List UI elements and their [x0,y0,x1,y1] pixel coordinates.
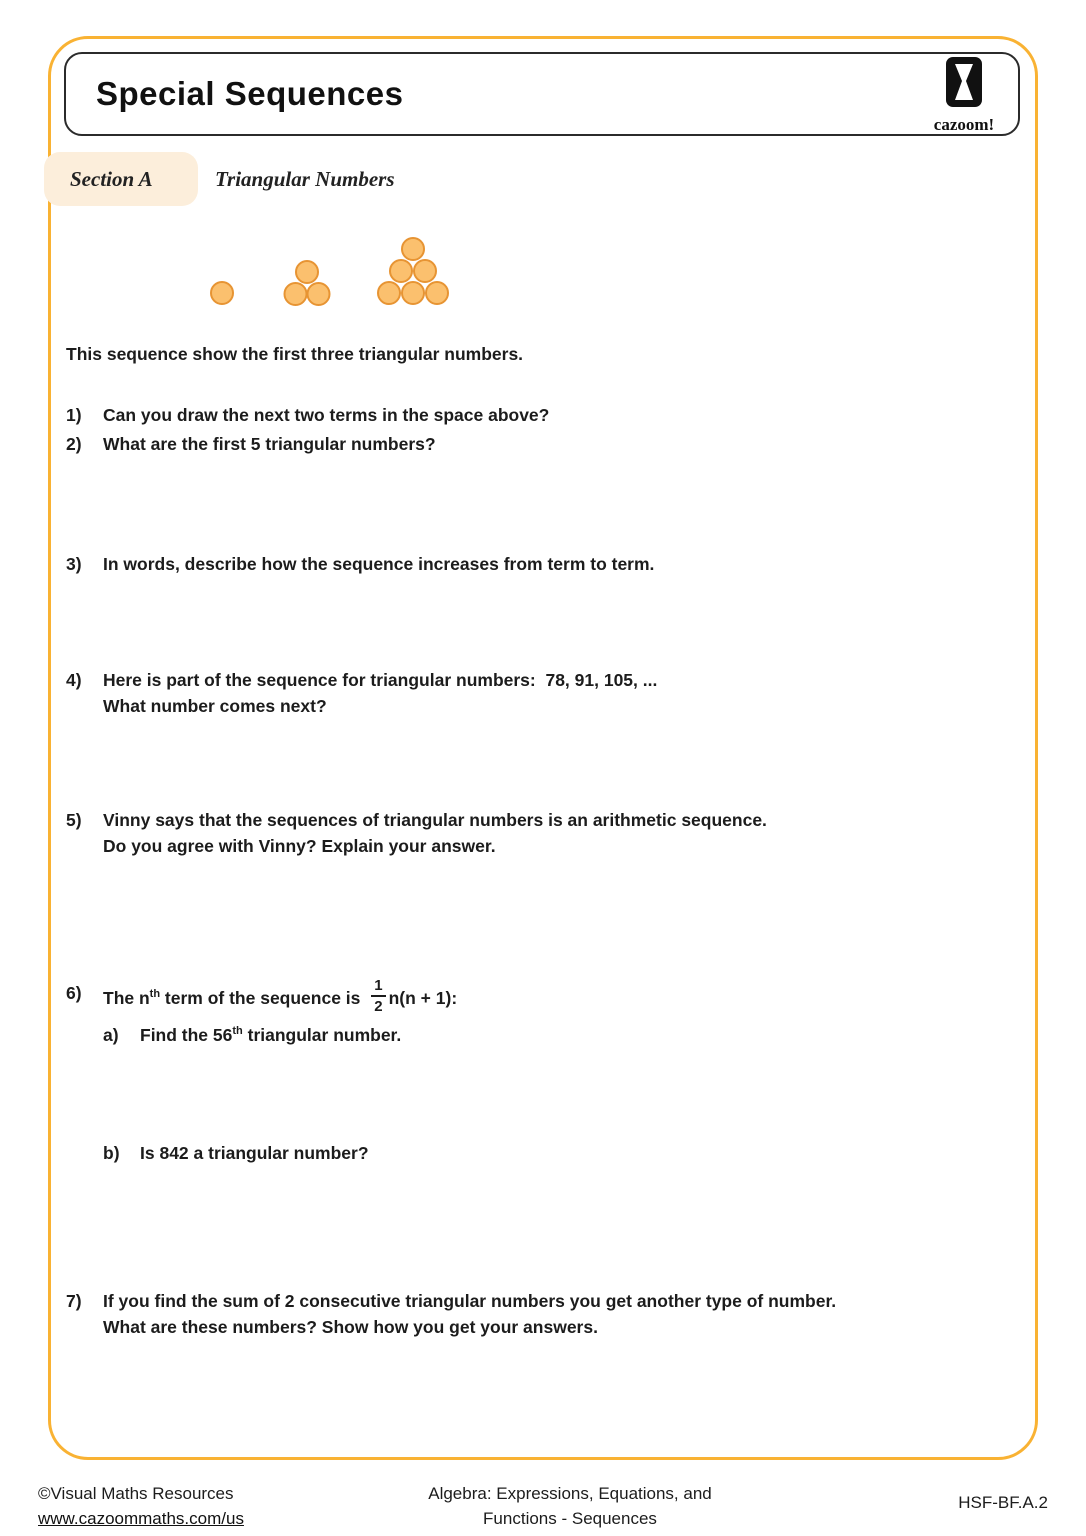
dot [285,283,307,305]
footer-center [330,1481,810,1531]
dot [296,261,318,283]
question-1 [66,402,1046,428]
question-5-number: 5) [66,810,82,830]
footer-standard-code: HSF-BF.A.2 [958,1493,1048,1512]
question-6a [103,1022,1046,1048]
question-6b-text: Is 842 a triangular number? [140,1143,369,1163]
dot [211,282,233,304]
question-3 [66,551,1046,577]
question-4-text [103,667,1046,719]
question-7-number: 7) [66,1291,82,1311]
dot [414,260,436,282]
question-5-text [103,807,1046,859]
page-title: Special Sequences [96,75,404,112]
question-7-line1: If you find the sum of 2 consecutive triangular numbers you get another type of number. [103,1291,837,1311]
brand-name: cazoom! [933,115,995,134]
question-4-number: 4) [66,670,82,690]
question-1-number: 1) [66,405,82,425]
question-6a-text-part2: triangular number. [242,1025,402,1045]
footer-topic-line2: Functions - Sequences [483,1509,657,1528]
footer-topic-line1: Algebra: Expressions, Equations, and [428,1484,712,1503]
dot-group-2 [285,261,330,305]
section-topic-label: Triangular Numbers [215,166,395,191]
question-6 [66,977,1046,1019]
dot-group-1 [211,282,233,304]
hourglass-icon [945,56,983,108]
question-5-line2: Do you agree with Vinny? Explain your answer. [103,836,496,856]
brand-logo [918,56,1010,135]
question-6-text-part1: The n [103,987,150,1008]
dot [390,260,412,282]
question-5 [66,807,1046,859]
question-6-superscript-th: th [149,988,161,1001]
question-4-line2: What number comes next? [103,696,327,716]
question-6a-label: a) [103,1025,119,1045]
question-5-line1: Vinny says that the sequences of triangular numbers is an arithmetic sequence. [103,810,767,830]
dot [426,282,448,304]
question-7-line2: What are these numbers? Show how you get your answers. [103,1317,598,1337]
section-badge [44,152,198,206]
question-7 [66,1288,1046,1340]
question-6-text-part2: term of the sequence is [160,987,366,1008]
question-4-line1: Here is part of the sequence for triangular numbers: 78, 91, 105, ... [103,670,658,690]
question-6-number: 6) [66,983,82,1003]
footer-left [38,1481,244,1531]
question-6b-label: b) [103,1143,120,1163]
question-6a-superscript-th: th [232,1025,243,1038]
header-box [64,52,1020,136]
question-6-text [103,977,1046,1019]
fraction-numerator: 1 [371,977,385,997]
question-6b [103,1140,1046,1166]
footer-copyright: ©Visual Maths Resources [38,1484,234,1503]
triangular-numbers-diagram [178,230,468,314]
question-3-text: In words, describe how the sequence increases from term to term. [103,554,655,574]
dot [308,283,330,305]
section-label: Section A [70,166,153,191]
question-2-number: 2) [66,434,82,454]
dot [402,238,424,260]
question-6a-text-part1: Find the 56 [140,1025,233,1045]
footer-website-link[interactable]: www.cazoommaths.com/us [38,1509,244,1528]
intro-text: This sequence show the first three triangular numbers. [66,344,524,364]
dot-group-3 [378,238,448,304]
fraction-denominator: 2 [374,998,383,1016]
question-7-text [103,1288,1046,1340]
question-6-text-part3: n(n + 1): [388,987,458,1008]
fraction-one-half [371,977,385,1016]
question-2-text: What are the first 5 triangular numbers? [103,434,436,454]
question-2 [66,431,1046,457]
question-3-number: 3) [66,554,82,574]
dot [402,282,424,304]
section-topic [215,152,395,206]
question-1-text: Can you draw the next two terms in the space above? [103,405,550,425]
dot [378,282,400,304]
question-4 [66,667,1046,719]
question-6a-text [140,1022,1046,1048]
